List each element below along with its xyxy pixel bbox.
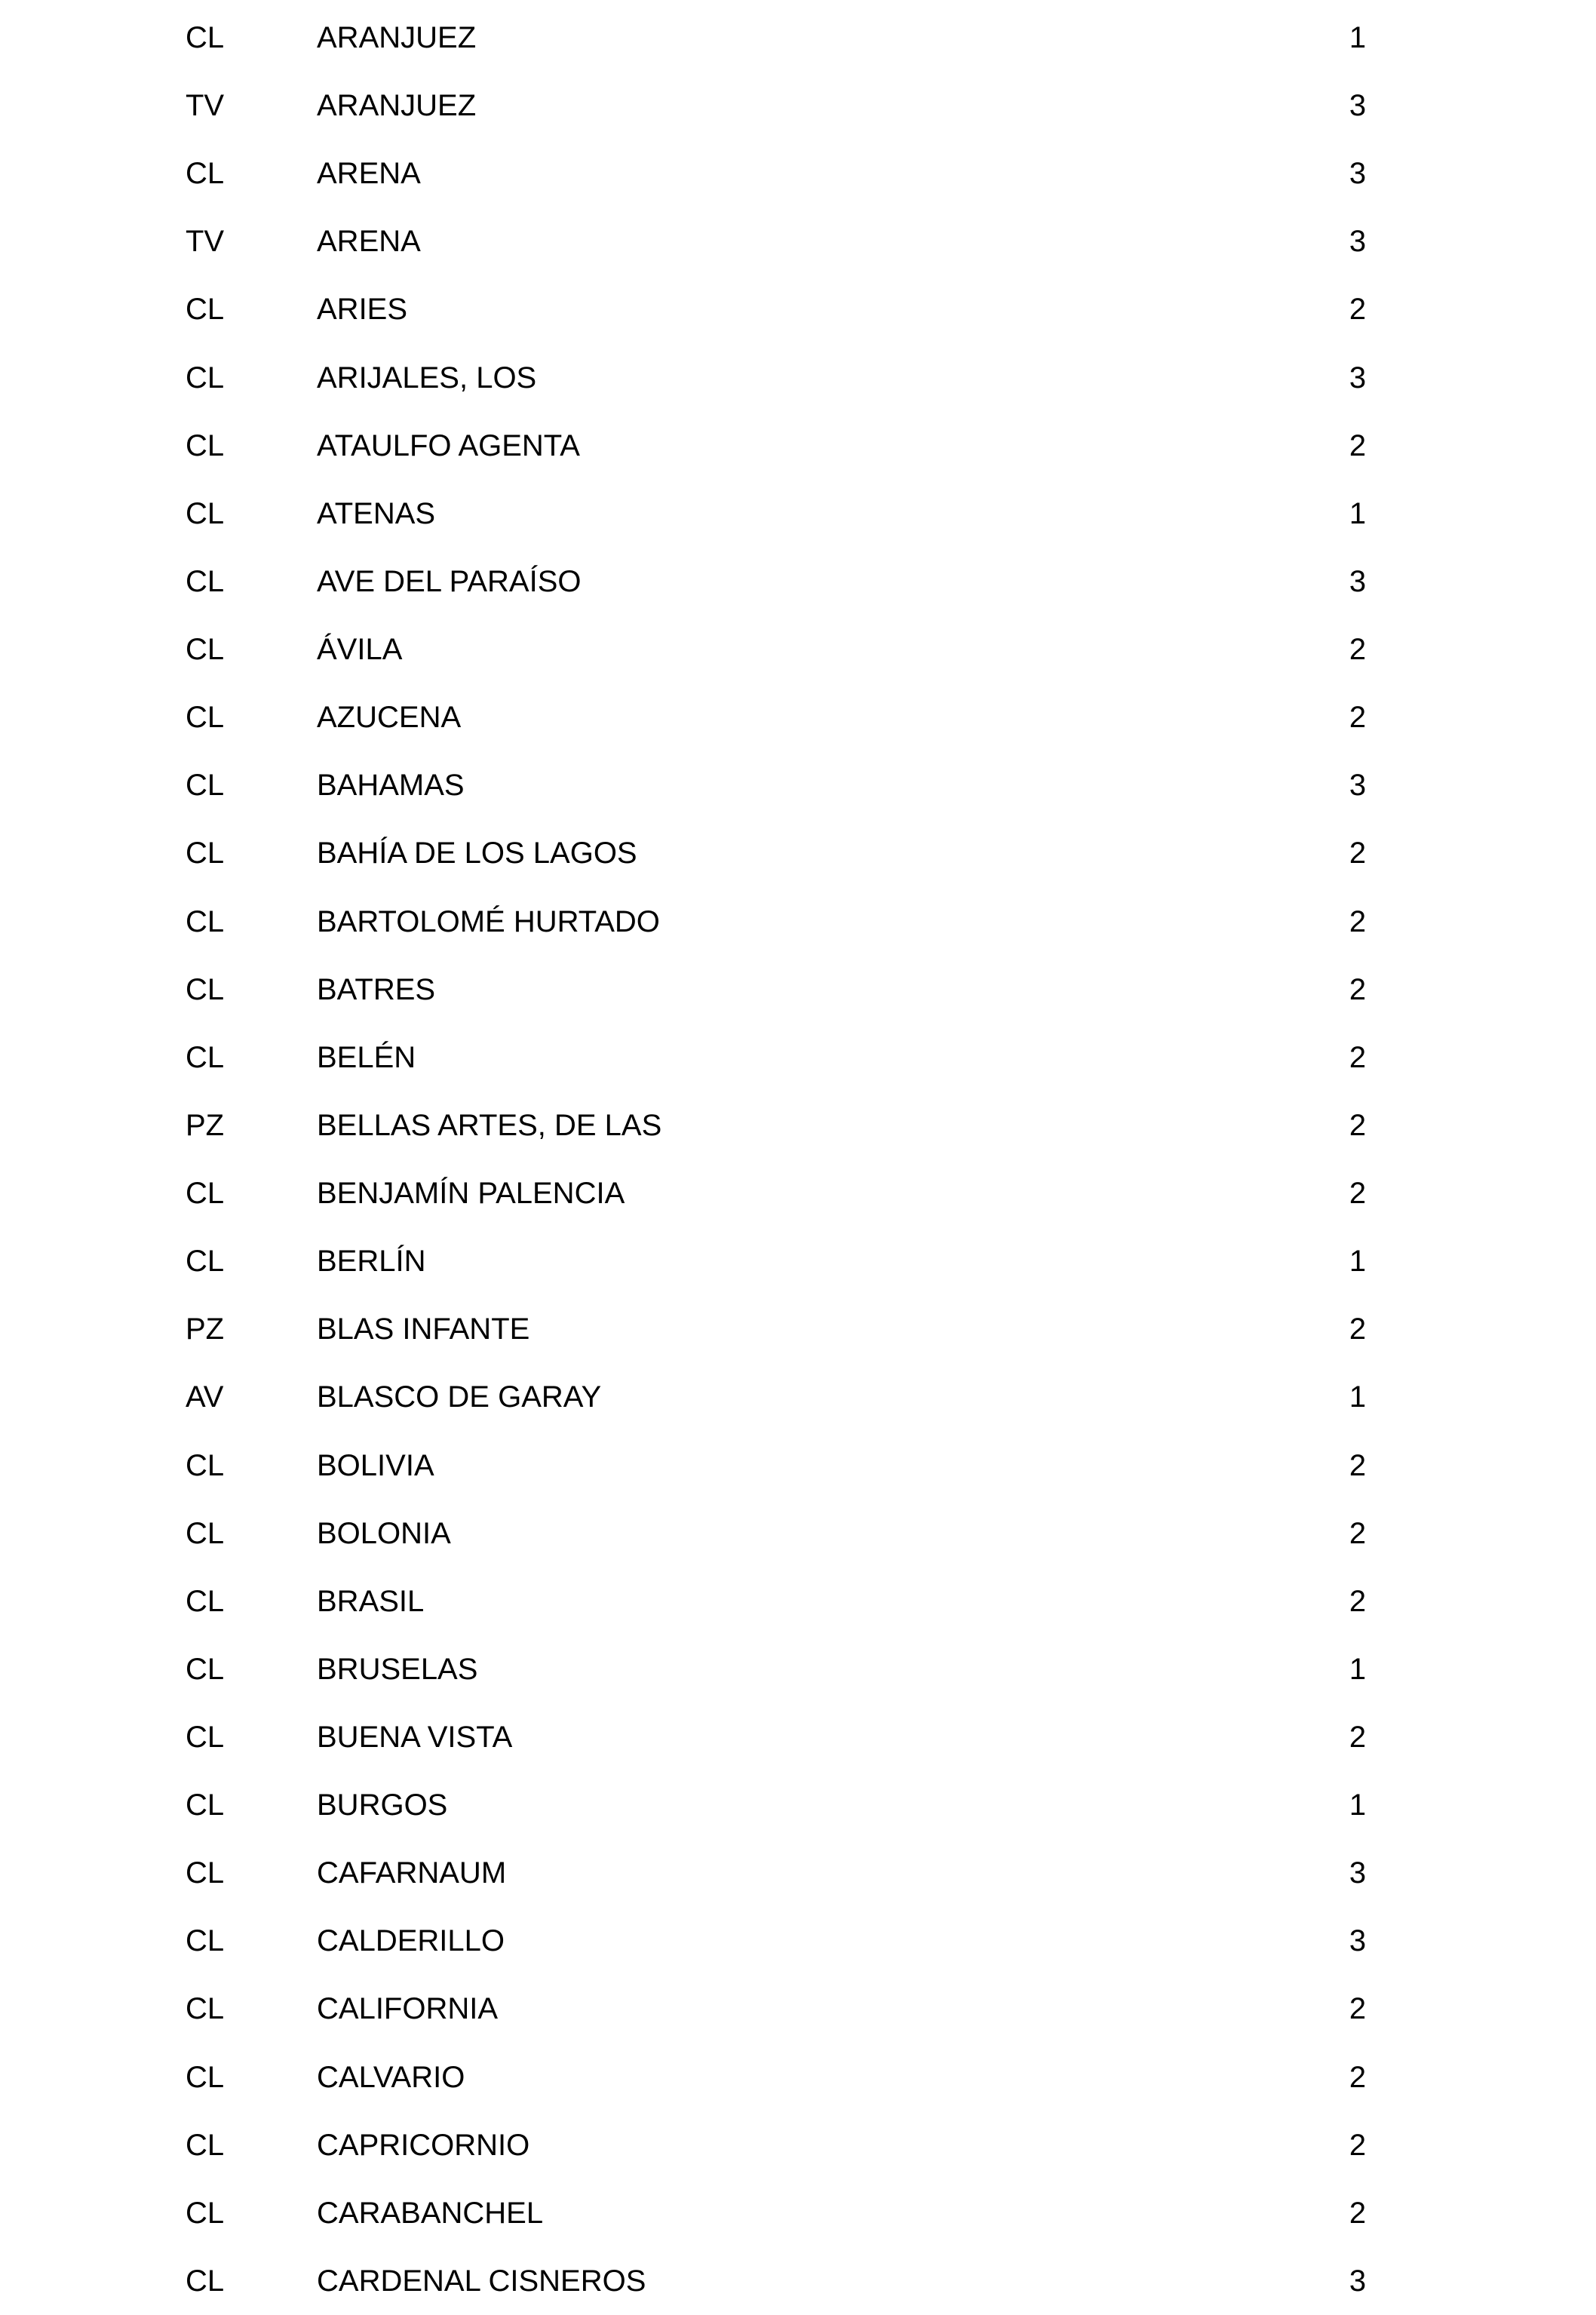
street-type: CL bbox=[186, 769, 225, 803]
street-type: CL bbox=[186, 1652, 225, 1686]
table-row bbox=[0, 4, 1596, 72]
street-count: 2 bbox=[1349, 1584, 1367, 1618]
street-name: BARTOLOMÉ HURTADO bbox=[317, 904, 660, 938]
street-name: BAHÍA DE LOS LAGOS bbox=[317, 837, 637, 870]
table-row bbox=[0, 72, 1596, 140]
street-type: CL bbox=[186, 701, 225, 735]
street-type: CL bbox=[186, 904, 225, 938]
street-type: CL bbox=[186, 972, 225, 1006]
street-name: BATRES bbox=[317, 972, 436, 1006]
table-row bbox=[0, 207, 1596, 275]
street-type: AV bbox=[186, 1380, 224, 1414]
street-name: ÁVILA bbox=[317, 633, 403, 667]
street-name: BENJAMÍN PALENCIA bbox=[317, 1177, 625, 1211]
street-name: ARANJUEZ bbox=[317, 21, 477, 54]
street-count: 2 bbox=[1349, 972, 1367, 1006]
table-row bbox=[0, 1363, 1596, 1431]
street-count: 3 bbox=[1349, 89, 1367, 123]
street-name: ARENA bbox=[317, 157, 421, 191]
street-type: CL bbox=[186, 2196, 225, 2230]
street-type: CL bbox=[186, 564, 225, 598]
street-type: CL bbox=[186, 496, 225, 530]
table-row bbox=[0, 1024, 1596, 1091]
table-row bbox=[0, 819, 1596, 887]
street-name: BERLÍN bbox=[317, 1245, 426, 1279]
street-count: 3 bbox=[1349, 361, 1367, 395]
table-row bbox=[0, 1091, 1596, 1159]
table-row bbox=[0, 140, 1596, 207]
street-type: TV bbox=[186, 225, 225, 259]
street-count: 3 bbox=[1349, 564, 1367, 598]
street-name: BLASCO DE GARAY bbox=[317, 1380, 602, 1414]
street-count: 2 bbox=[1349, 2128, 1367, 2162]
table-row bbox=[0, 956, 1596, 1024]
street-type: CL bbox=[186, 1924, 225, 1958]
street-name: CALIFORNIA bbox=[317, 1992, 499, 2026]
street-count: 2 bbox=[1349, 904, 1367, 938]
street-name: BRUSELAS bbox=[317, 1652, 478, 1686]
street-name: BRASIL bbox=[317, 1584, 425, 1618]
street-count: 2 bbox=[1349, 1516, 1367, 1550]
street-count: 2 bbox=[1349, 293, 1367, 327]
street-type: CL bbox=[186, 837, 225, 870]
street-type: CL bbox=[186, 1245, 225, 1279]
table-row bbox=[0, 1771, 1596, 1839]
street-count: 2 bbox=[1349, 701, 1367, 735]
street-count: 3 bbox=[1349, 1924, 1367, 1958]
street-count: 3 bbox=[1349, 157, 1367, 191]
table-row bbox=[0, 1635, 1596, 1703]
table-row bbox=[0, 2111, 1596, 2179]
table-row bbox=[0, 1432, 1596, 1500]
table-row bbox=[0, 1500, 1596, 1567]
street-type: CL bbox=[186, 1721, 225, 1754]
street-count: 2 bbox=[1349, 837, 1367, 870]
street-type: CL bbox=[186, 428, 225, 462]
street-name: BLAS INFANTE bbox=[317, 1313, 530, 1346]
street-count: 2 bbox=[1349, 1313, 1367, 1346]
street-name: AVE DEL PARAÍSO bbox=[317, 564, 582, 598]
street-count: 1 bbox=[1349, 1245, 1367, 1279]
street-name: CALVARIO bbox=[317, 2060, 465, 2094]
street-count: 2 bbox=[1349, 428, 1367, 462]
street-type: CL bbox=[186, 1992, 225, 2026]
table-row bbox=[0, 1703, 1596, 1771]
street-count: 2 bbox=[1349, 1992, 1367, 2026]
street-count: 2 bbox=[1349, 1040, 1367, 1074]
table-row bbox=[0, 412, 1596, 480]
street-type: CL bbox=[186, 1040, 225, 1074]
table-row bbox=[0, 480, 1596, 548]
street-count: 2 bbox=[1349, 633, 1367, 667]
street-name: CARDENAL CISNEROS bbox=[317, 2264, 646, 2298]
street-type: CL bbox=[186, 633, 225, 667]
street-count: 2 bbox=[1349, 1177, 1367, 1211]
table-row bbox=[0, 548, 1596, 616]
table-row bbox=[0, 751, 1596, 819]
street-count: 3 bbox=[1349, 1856, 1367, 1890]
street-type: CL bbox=[186, 1788, 225, 1822]
table-row bbox=[0, 275, 1596, 343]
table-row bbox=[0, 1227, 1596, 1295]
street-type: PZ bbox=[186, 1313, 225, 1346]
street-type: CL bbox=[186, 1856, 225, 1890]
street-name: BELÉN bbox=[317, 1040, 416, 1074]
street-name: ARENA bbox=[317, 225, 421, 259]
street-type: CL bbox=[186, 293, 225, 327]
street-count: 3 bbox=[1349, 225, 1367, 259]
street-count: 1 bbox=[1349, 496, 1367, 530]
street-name: BURGOS bbox=[317, 1788, 448, 1822]
table-row bbox=[0, 616, 1596, 683]
street-name: ATENAS bbox=[317, 496, 436, 530]
street-count: 1 bbox=[1349, 1788, 1367, 1822]
table-row bbox=[0, 1159, 1596, 1227]
table-row bbox=[0, 2247, 1596, 2315]
street-name: ARIES bbox=[317, 293, 408, 327]
street-count: 2 bbox=[1349, 2196, 1367, 2230]
table-row bbox=[0, 1839, 1596, 1907]
street-type: PZ bbox=[186, 1108, 225, 1142]
table-row bbox=[0, 1295, 1596, 1363]
table-row bbox=[0, 344, 1596, 412]
street-count: 2 bbox=[1349, 1721, 1367, 1754]
street-type: CL bbox=[186, 2060, 225, 2094]
street-type: CL bbox=[186, 361, 225, 395]
street-name: BELLAS ARTES, DE LAS bbox=[317, 1108, 662, 1142]
street-type: CL bbox=[186, 1516, 225, 1550]
street-count: 1 bbox=[1349, 21, 1367, 54]
street-count: 3 bbox=[1349, 2264, 1367, 2298]
street-count: 2 bbox=[1349, 2060, 1367, 2094]
street-name: CARABANCHEL bbox=[317, 2196, 544, 2230]
street-count: 1 bbox=[1349, 1652, 1367, 1686]
table-row bbox=[0, 888, 1596, 956]
street-type: CL bbox=[186, 2128, 225, 2162]
street-type: CL bbox=[186, 1448, 225, 1482]
street-name: AZUCENA bbox=[317, 701, 462, 735]
street-name: ARIJALES, LOS bbox=[317, 361, 537, 395]
street-name: ATAULFO AGENTA bbox=[317, 428, 580, 462]
street-name: BUENA VISTA bbox=[317, 1721, 513, 1754]
street-name: ARANJUEZ bbox=[317, 89, 477, 123]
table-row bbox=[0, 2179, 1596, 2247]
street-name: BOLIVIA bbox=[317, 1448, 434, 1482]
street-name: CALDERILLO bbox=[317, 1924, 505, 1958]
street-name: BOLONIA bbox=[317, 1516, 451, 1550]
street-count: 3 bbox=[1349, 769, 1367, 803]
table-row bbox=[0, 683, 1596, 751]
street-count: 1 bbox=[1349, 1380, 1367, 1414]
street-type: CL bbox=[186, 1584, 225, 1618]
street-type: CL bbox=[186, 1177, 225, 1211]
street-type: TV bbox=[186, 89, 225, 123]
street-name: BAHAMAS bbox=[317, 769, 465, 803]
street-count: 2 bbox=[1349, 1448, 1367, 1482]
street-type: CL bbox=[186, 21, 225, 54]
street-type: CL bbox=[186, 157, 225, 191]
table-row bbox=[0, 2043, 1596, 2111]
street-name: CAFARNAUM bbox=[317, 1856, 507, 1890]
table-row bbox=[0, 1975, 1596, 2043]
street-name: CAPRICORNIO bbox=[317, 2128, 530, 2162]
street-count: 2 bbox=[1349, 1108, 1367, 1142]
table-row bbox=[0, 1567, 1596, 1635]
table-row bbox=[0, 1907, 1596, 1975]
street-type: CL bbox=[186, 2264, 225, 2298]
